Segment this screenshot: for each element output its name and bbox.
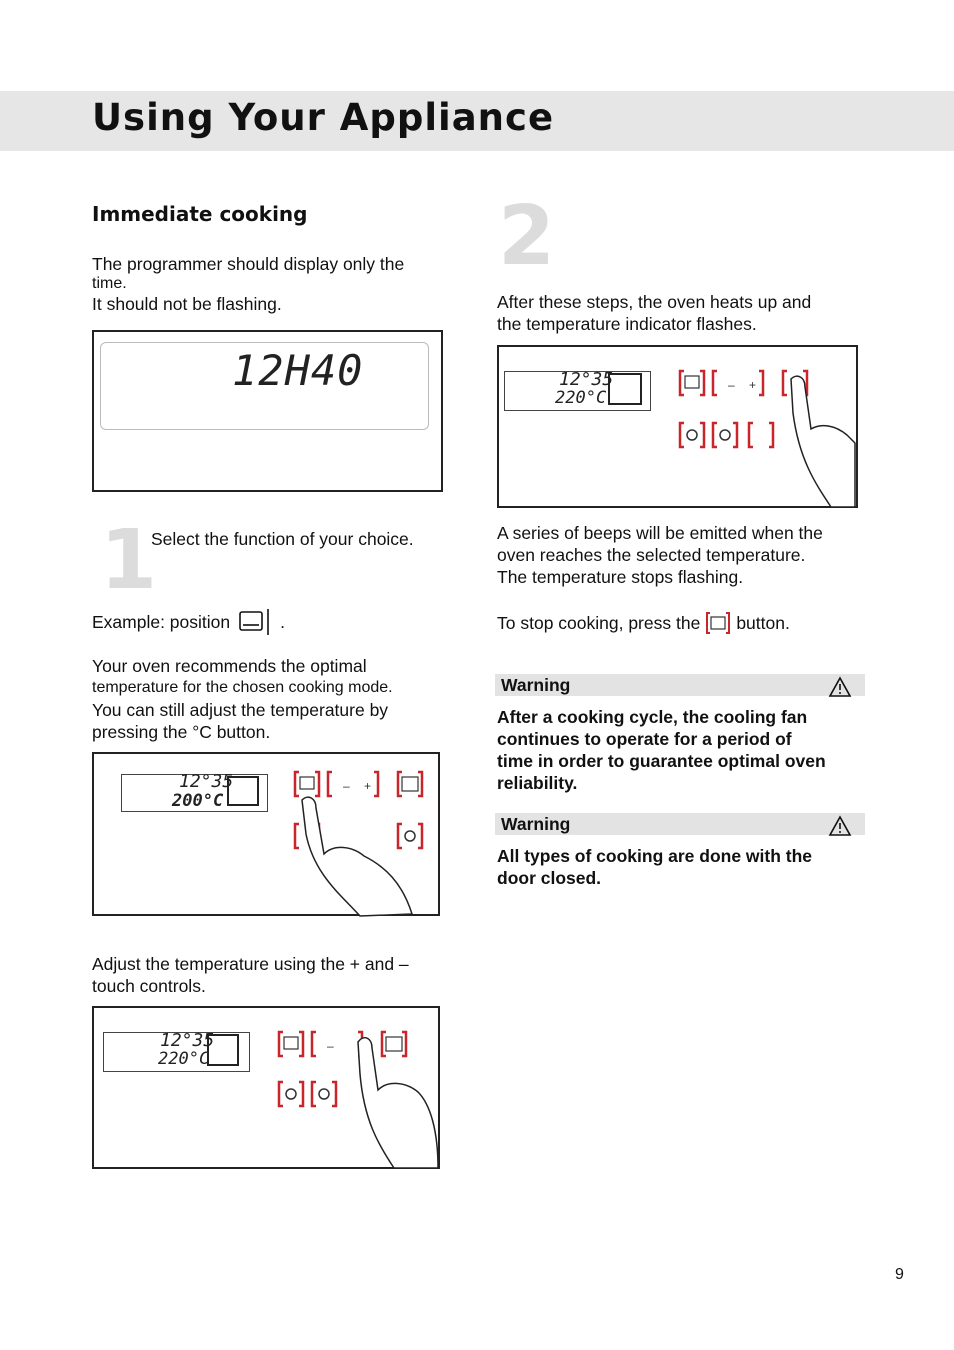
beeps-text	[497, 522, 823, 588]
display-time: 12°35	[160, 1030, 215, 1051]
recommend-line-2: temperature for the chosen cooking mode.	[92, 679, 393, 696]
control-panel-start	[497, 345, 858, 508]
svg-text:–: –	[728, 378, 735, 392]
svg-text:–: –	[327, 1039, 334, 1053]
stop-line	[497, 611, 790, 635]
warning1-line-1: After a cooking cycle, the cooling fan	[497, 707, 808, 727]
oven-window-icon	[605, 371, 651, 409]
hand-pointer-icon	[344, 1034, 440, 1170]
example-suffix: .	[280, 612, 286, 632]
warning1-line-3: time in order to guarantee optimal oven	[497, 751, 826, 771]
display-temp: 220°C	[555, 388, 607, 408]
warning-label-1: Warning	[501, 675, 571, 695]
svg-text:–: –	[343, 779, 350, 793]
after-line-1: After these steps, the oven heats up and	[497, 292, 812, 312]
after-text	[497, 291, 811, 335]
step-number-1: 1	[100, 513, 158, 608]
oven-window-icon	[224, 774, 268, 810]
recommend-line-1: Your oven recommends the optimal	[92, 656, 367, 676]
display-time: 12H40	[232, 346, 364, 395]
display-temp: 220°C	[158, 1049, 210, 1069]
svg-text:+: +	[364, 779, 372, 793]
intro-line-3: It should not be flashing.	[92, 294, 282, 314]
stop-prefix: To stop cooking, press the	[497, 613, 701, 633]
step-number-2: 2	[498, 189, 556, 284]
warning1-line-4: reliability.	[497, 773, 578, 793]
programmer-display-panel	[92, 330, 443, 492]
recommend-text	[92, 655, 393, 743]
beeps-line-2: oven reaches the selected temperature.	[497, 545, 806, 565]
warning2-line-2: door closed.	[497, 868, 602, 888]
step1-text: Select the function of your choice.	[151, 529, 414, 549]
start-stop-icon	[705, 611, 731, 635]
warning-triangle-icon	[828, 676, 852, 698]
intro-line-1: The programmer should display only the	[92, 254, 405, 274]
hand-pointer-icon	[781, 373, 857, 509]
display-time: 12°35	[559, 369, 614, 390]
adjust-line-2: touch controls.	[92, 976, 206, 996]
page-title: Using Your Appliance	[92, 96, 555, 139]
warning-triangle-icon	[828, 815, 852, 837]
svg-text:+: +	[749, 378, 757, 392]
display-temp: 200°C	[172, 791, 224, 811]
intro-line-2: time.	[92, 275, 127, 292]
example-text: Example: position	[92, 612, 231, 632]
intro-text	[92, 253, 404, 315]
recommend-line-3: You can still adjust the temperature by	[92, 700, 389, 720]
section-heading: Immediate cooking	[92, 202, 308, 226]
display-time: 12°35	[179, 771, 234, 792]
hand-pointer-icon	[294, 794, 424, 918]
adjust-line-1: Adjust the temperature using the + and –	[92, 954, 409, 974]
control-panel-celsius	[92, 752, 440, 916]
recommend-line-4: pressing the °C button.	[92, 722, 271, 742]
adjust-text	[92, 953, 409, 997]
warning-text-2	[497, 845, 812, 889]
warning-text-1	[497, 706, 826, 794]
warning-label-2: Warning	[501, 814, 571, 834]
oven-function-icon	[238, 609, 272, 635]
example-line	[92, 609, 285, 635]
control-panel-plus	[92, 1006, 440, 1169]
after-line-2: the temperature indicator flashes.	[497, 314, 757, 334]
beeps-line-1: A series of beeps will be emitted when the	[497, 523, 823, 543]
page-number: 9	[895, 1266, 904, 1283]
warning2-line-1: All types of cooking are done with the	[497, 846, 813, 866]
stop-suffix: button.	[736, 613, 790, 633]
beeps-line-3: The temperature stops flashing.	[497, 567, 744, 587]
oven-window-icon	[204, 1032, 248, 1070]
warning1-line-2: continues to operate for a period of	[497, 729, 792, 749]
